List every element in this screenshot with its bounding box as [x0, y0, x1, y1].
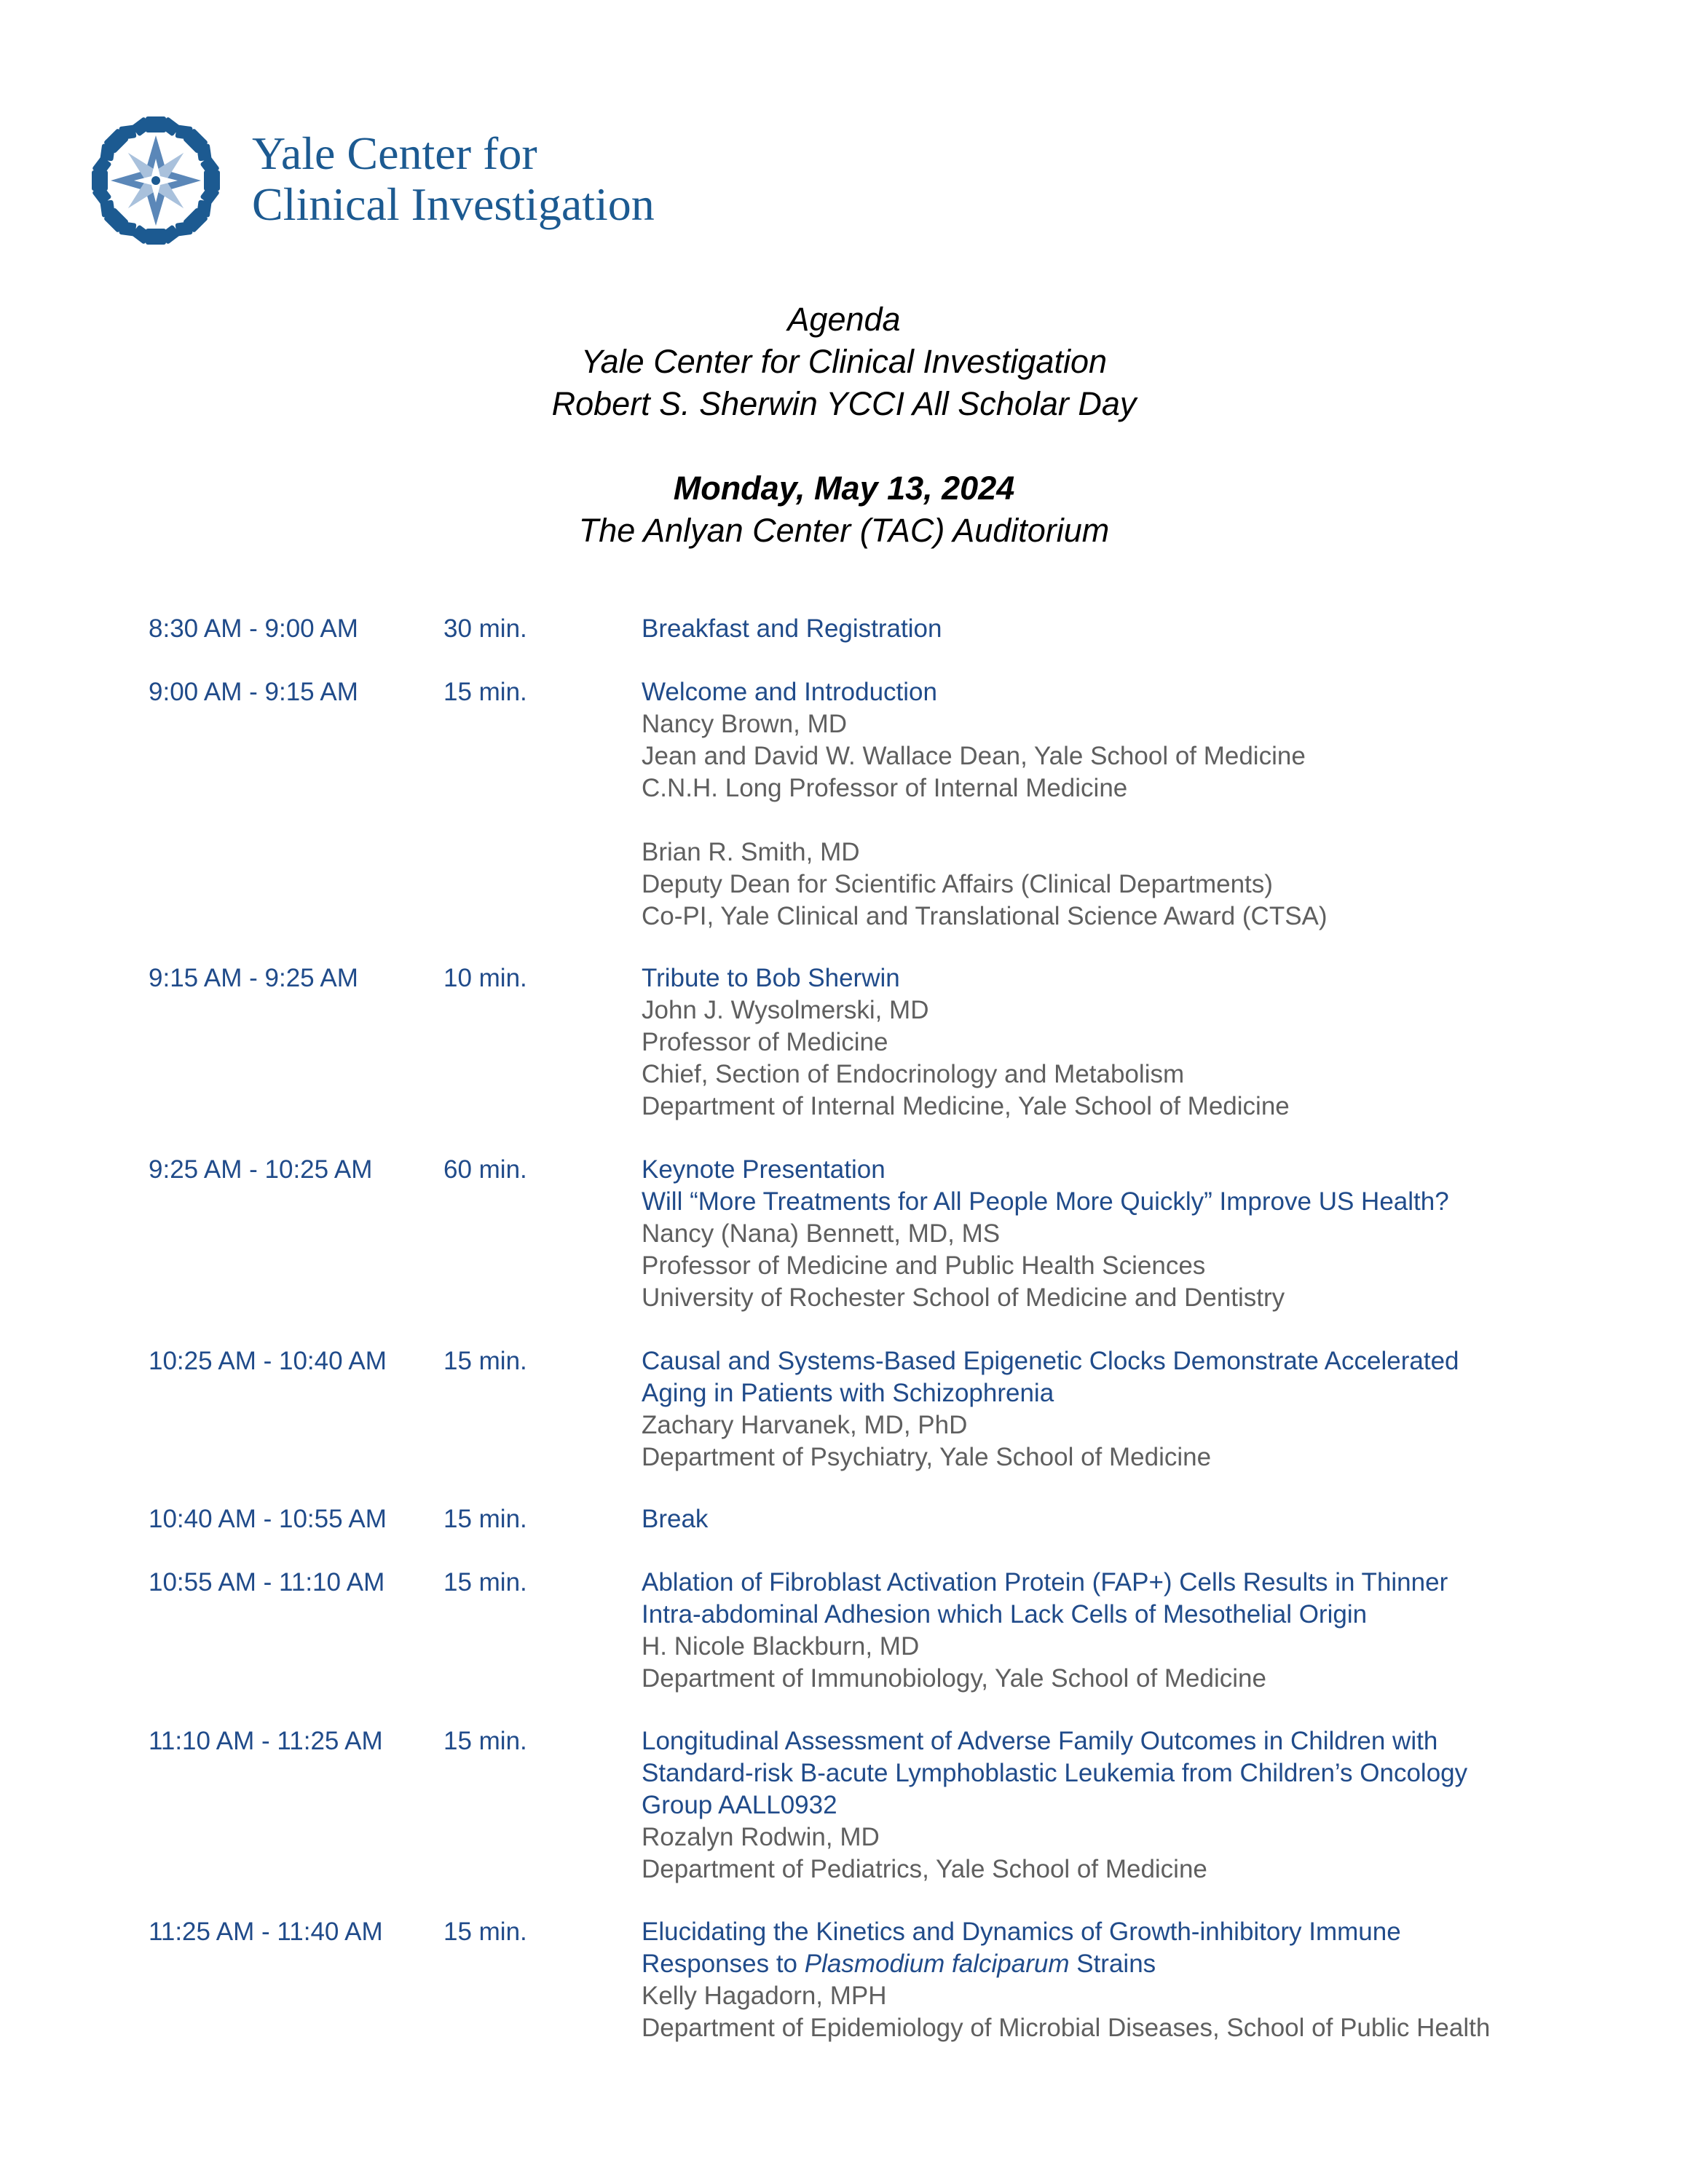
- species-name: Plasmodium falciparum: [804, 1950, 1070, 1978]
- agenda-duration: 15 min.: [443, 678, 527, 706]
- agenda-duration: 15 min.: [443, 1505, 527, 1533]
- event-date-venue: [0, 467, 1688, 552]
- speaker-affiliation: Professor of Medicine: [642, 1028, 888, 1056]
- speaker-name: Brian R. Smith, MD: [642, 838, 860, 866]
- agenda-duration: 15 min.: [443, 1347, 527, 1375]
- agenda-duration: 60 min.: [443, 1155, 527, 1184]
- ycci-emblem-icon: [90, 115, 221, 246]
- speaker-name: Rozalyn Rodwin, MD: [642, 1823, 880, 1851]
- speaker-affiliation: Jean and David W. Wallace Dean, Yale School of Medicine: [642, 742, 1306, 770]
- logo-line-2: Clinical Investigation: [252, 178, 655, 230]
- agenda-title: Aging in Patients with Schizophrenia: [642, 1379, 1054, 1407]
- speaker-affiliation: Department of Immunobiology, Yale School of Medicine: [642, 1664, 1266, 1693]
- agenda-title: Welcome and Introduction: [642, 678, 937, 706]
- agenda-title: Ablation of Fibroblast Activation Protein (FAP+) Cells Results in Thinner: [642, 1568, 1448, 1597]
- agenda-time: 11:10 AM - 11:25 AM: [149, 1727, 383, 1755]
- header-agenda: Agenda: [787, 301, 901, 338]
- agenda-duration: 15 min.: [443, 1727, 527, 1755]
- agenda-duration: 15 min.: [443, 1568, 527, 1597]
- speaker-name: H. Nicole Blackburn, MD: [642, 1632, 920, 1661]
- agenda-title: Breakfast and Registration: [642, 614, 942, 643]
- agenda-title: Tribute to Bob Sherwin: [642, 964, 900, 992]
- speaker-affiliation: C.N.H. Long Professor of Internal Medicine: [642, 774, 1128, 802]
- header-event-name: Robert S. Sherwin YCCI All Scholar Day: [551, 385, 1137, 422]
- speaker-affiliation: Department of Epidemiology of Microbial Diseases, School of Public Health: [642, 2014, 1491, 2042]
- agenda-title: Elucidating the Kinetics and Dynamics of Growth-inhibitory Immune: [642, 1918, 1401, 1946]
- speaker-affiliation: Department of Pediatrics, Yale School of Medicine: [642, 1855, 1207, 1883]
- header-center-name: Yale Center for Clinical Investigation: [580, 343, 1108, 380]
- agenda-title: Will “More Treatments for All People More Quickly” Improve US Health?: [642, 1187, 1449, 1216]
- agenda-time: 11:25 AM - 11:40 AM: [149, 1918, 383, 1946]
- speaker-affiliation: University of Rochester School of Medicine and Dentistry: [642, 1283, 1285, 1312]
- agenda-time: 8:30 AM - 9:00 AM: [149, 614, 358, 643]
- speaker-affiliation: Chief, Section of Endocrinology and Metabolism: [642, 1060, 1185, 1088]
- speaker-affiliation: Department of Internal Medicine, Yale School of Medicine: [642, 1092, 1290, 1120]
- agenda-title: Standard-risk B-acute Lymphoblastic Leukemia from Children’s Oncology: [642, 1759, 1468, 1787]
- agenda-title: Keynote Presentation: [642, 1155, 886, 1184]
- speaker-name: Kelly Hagadorn, MPH: [642, 1982, 887, 2010]
- agenda-time: 9:25 AM - 10:25 AM: [149, 1155, 373, 1184]
- speaker-affiliation: Deputy Dean for Scientific Affairs (Clinical Departments): [642, 870, 1273, 898]
- agenda-time: 10:55 AM - 11:10 AM: [149, 1568, 385, 1597]
- agenda-title: Break: [642, 1505, 709, 1533]
- agenda-title: Longitudinal Assessment of Adverse Family Outcomes in Children with: [642, 1727, 1438, 1755]
- agenda-time: 9:00 AM - 9:15 AM: [149, 678, 358, 706]
- agenda-duration: 10 min.: [443, 964, 527, 992]
- agenda-time: 10:25 AM - 10:40 AM: [149, 1347, 387, 1375]
- yale-ycci-logo: [90, 115, 702, 250]
- speaker-affiliation: Co-PI, Yale Clinical and Translational Science Award (CTSA): [642, 902, 1328, 930]
- title-text: Strains: [1069, 1950, 1156, 1978]
- agenda-duration: 15 min.: [443, 1918, 527, 1946]
- agenda-time: 10:40 AM - 10:55 AM: [149, 1505, 387, 1533]
- agenda-title: [642, 1948, 1603, 1980]
- speaker-name: Zachary Harvanek, MD, PhD: [642, 1411, 968, 1439]
- speaker-name: Nancy (Nana) Bennett, MD, MS: [642, 1219, 1001, 1248]
- agenda-duration: 30 min.: [443, 614, 527, 643]
- event-date: Monday, May 13, 2024: [673, 470, 1015, 507]
- logo-line-1: Yale Center for: [252, 127, 537, 179]
- speaker-affiliation: Department of Psychiatry, Yale School of Medicine: [642, 1443, 1212, 1471]
- agenda-time: 9:15 AM - 9:25 AM: [149, 964, 358, 992]
- title-text: Responses to: [642, 1950, 805, 1978]
- agenda-title: Causal and Systems-Based Epigenetic Clocks Demonstrate Accelerated: [642, 1347, 1459, 1375]
- agenda-title: Intra-abdominal Adhesion which Lack Cells of Mesothelial Origin: [642, 1600, 1368, 1629]
- speaker-name: Nancy Brown, MD: [642, 710, 848, 738]
- logo-wordmark: [252, 128, 655, 230]
- agenda-title: Group AALL0932: [642, 1791, 837, 1819]
- event-venue: The Anlyan Center (TAC) Auditorium: [578, 512, 1110, 549]
- agenda-header: [0, 298, 1688, 425]
- speaker-affiliation: Professor of Medicine and Public Health Sciences: [642, 1251, 1206, 1280]
- speaker-name: John J. Wysolmerski, MD: [642, 996, 929, 1024]
